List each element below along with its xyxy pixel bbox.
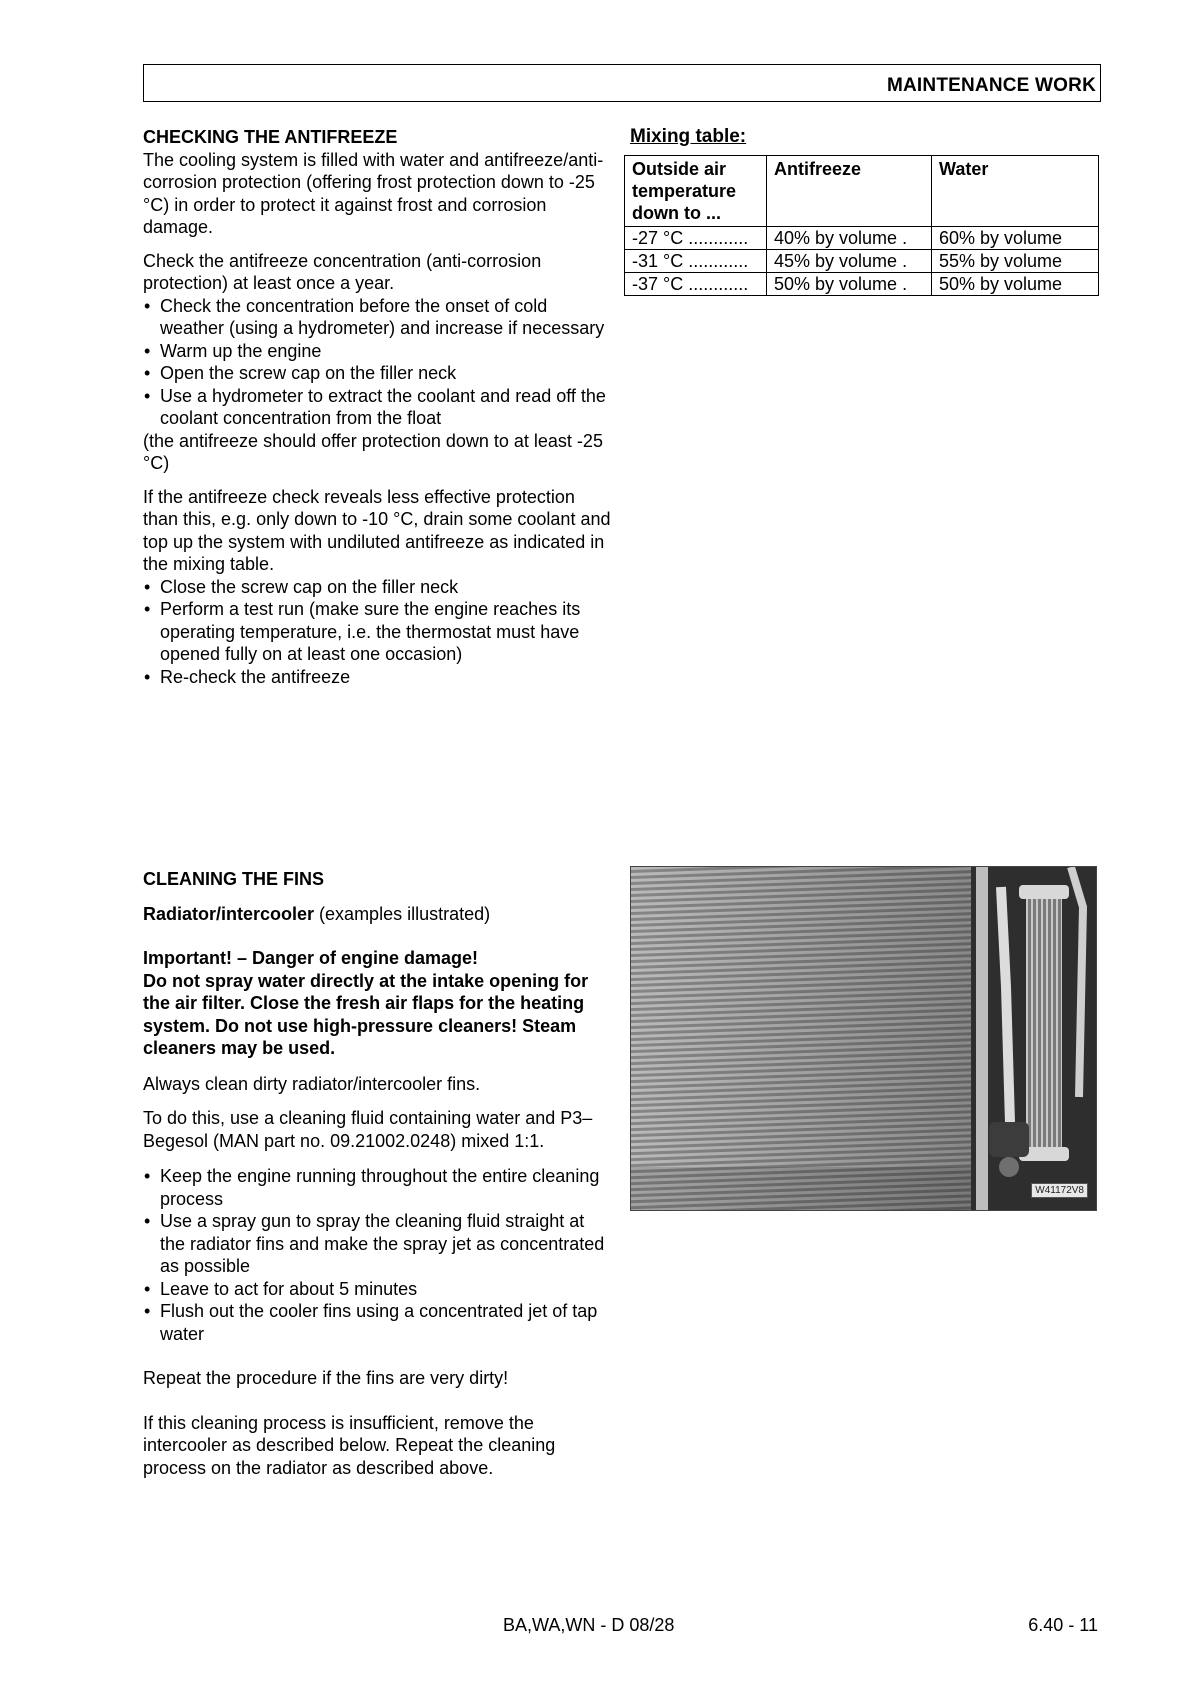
col-header-water: Water [932, 156, 1099, 227]
list-item: • Use a hydrometer to extract the coolant and read off the coolant concentration from the float [143, 385, 613, 430]
fins-subtitle [143, 903, 613, 926]
fins-title: CLEANING THE FINS [143, 869, 325, 889]
list-item: • Check the concentration before the onset of cold weather (using a hydrometer) and increase if necessary [143, 295, 613, 340]
table-cell: 50% by volume [932, 273, 1099, 296]
table-cell: 40% by volume . [767, 227, 932, 250]
list-item: • Re-check the antifreeze [143, 666, 613, 689]
table-row [625, 273, 1099, 296]
fins-paragraph-2: To do this, use a cleaning fluid containing water and P3–Begesol (MAN part no. 09.21002.0248) mixed 1:1. [143, 1108, 593, 1151]
footer-doc-ref: BA,WA,WN - D 08/28 [503, 1615, 675, 1635]
list-item: • Warm up the engine [143, 340, 613, 363]
header-box [143, 64, 1101, 102]
col-header-temperature: Outside air temperature down to ... [625, 156, 767, 227]
list-item: • Keep the engine running throughout the entire cleaning process [143, 1165, 613, 1210]
col-header-antifreeze: Antifreeze [767, 156, 932, 227]
list-item: • Open the screw cap on the filler neck [143, 362, 613, 385]
table-cell: 50% by volume . [767, 273, 932, 296]
fins-paragraph-4: If this cleaning process is insufficient, remove the intercooler as described below. Repeat the cleaning process on the radiator as described above. [143, 1412, 556, 1478]
antifreeze-steps-1 [143, 295, 613, 430]
table-row [625, 227, 1099, 250]
list-item: • Leave to act for about 5 minutes [143, 1278, 613, 1301]
list-item: • Perform a test run (make sure the engine reaches its operating temperature, i.e. the thermostat must have opened fully on at least one occasion) [143, 598, 613, 666]
antifreeze-steps-2 [143, 576, 613, 689]
antifreeze-check-text: Check the antifreeze concentration (anti-corrosion protection) at least once a year. [143, 250, 542, 293]
fins-subtitle-rest: (examples illustrated) [314, 903, 491, 924]
fins-paragraph-1: Always clean dirty radiator/intercooler fins. [143, 1073, 481, 1094]
table-cell: -37 °C ............ [625, 273, 767, 296]
fins-section [143, 868, 613, 1490]
footer-page-number: 6.40 - 11 [1028, 1615, 1098, 1635]
radiator-illustration [631, 867, 1097, 1211]
table-cell: -31 °C ............ [625, 250, 767, 273]
warning-title: Important! – Danger of engine damage! [143, 948, 479, 968]
antifreeze-section [143, 126, 613, 688]
list-item: • Close the screw cap on the filler neck [143, 576, 613, 599]
warning-text: Do not spray water directly at the intake opening for the air filter. Close the fresh air flaps for the heating system. Do not use high-pressure cleaners! Steam cleaners may be used. [143, 970, 589, 1058]
table-cell: 55% by volume [932, 250, 1099, 273]
radiator-photo [630, 866, 1097, 1211]
photo-code: W41172V8 [1031, 1183, 1088, 1198]
mixing-table [624, 155, 1099, 296]
list-item: • Use a spray gun to spray the cleaning fluid straight at the radiator fins and make the spray jet as concentrated as possible [143, 1210, 613, 1278]
list-item: • Flush out the cooler fins using a concentrated jet of tap water [143, 1300, 613, 1345]
header-title: MAINTENANCE WORK [886, 75, 1096, 96]
table-cell: 60% by volume [932, 227, 1099, 250]
table-cell: -27 °C ............ [625, 227, 767, 250]
mixing-table-title: Mixing table: [630, 126, 747, 147]
antifreeze-title: CHECKING THE ANTIFREEZE [143, 127, 398, 147]
antifreeze-drain-text: If the antifreeze check reveals less effective protection than this, e.g. only down to -10 °C, drain some coolant and top up the system with undiluted antifreeze as indicated in the mixing table. [143, 486, 611, 574]
fins-paragraph-3: Repeat the procedure if the fins are very dirty! [143, 1368, 509, 1388]
table-row [625, 250, 1099, 273]
antifreeze-note: (the antifreeze should offer protection down to at least -25 °C) [143, 430, 603, 473]
table-header-row [625, 156, 1099, 227]
table-cell: 45% by volume . [767, 250, 932, 273]
fins-subtitle-bold: Radiator/intercooler [143, 903, 315, 924]
fins-steps [143, 1165, 613, 1345]
antifreeze-intro: The cooling system is filled with water and antifreeze/anti-corrosion protection (offering frost protection down to -25 °C) in order to protect it against frost and corrosion damage. [143, 149, 604, 237]
